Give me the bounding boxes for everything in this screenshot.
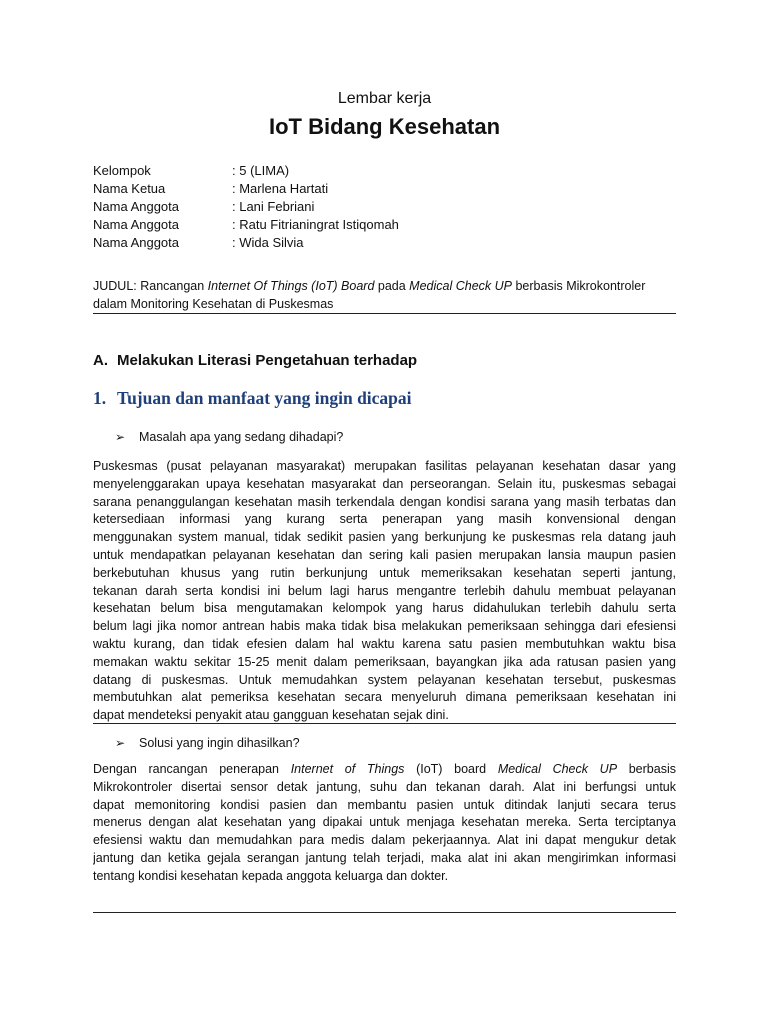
judul-text: pada	[374, 279, 410, 293]
member-row	[93, 198, 676, 216]
question-text: Solusi yang ingin dihasilkan?	[139, 736, 300, 750]
paragraph-line: untuk mendapatkan pelayanan kesehatan dan sering kali pasien merupakan lansia maupun pasien	[93, 547, 676, 562]
answer-paragraph	[93, 761, 676, 886]
paragraph-line: Mikrokontroler disertai sensor detak jantung, suhu dan tekanan darah. Alat ini berfungsi untuk	[93, 779, 676, 794]
paragraph-line: dapat memonitoring kondisi pasien dan membantu pasien untuk ditindak lanjuti secara terus	[93, 797, 676, 812]
judul-text: JUDUL: Rancangan	[93, 279, 208, 293]
answer-text: Dengan rancangan penerapan	[93, 762, 291, 776]
member-list	[93, 162, 676, 252]
paragraph-line: memakan waktu sekitar 15-25 menit dalam pemeriksaan, bayangkan jika ada ratusan pasien yang	[93, 654, 676, 669]
section-letter: A.	[93, 352, 108, 369]
answer-text: berbasis	[617, 762, 676, 776]
paragraph-line: waktu kurang, dan tidak efesien dalam hal waktu karena satu pasien membutuhkan waktu bisa	[93, 636, 676, 651]
member-label: Kelompok	[93, 163, 151, 178]
answer-text: (IoT) board	[404, 762, 498, 776]
member-label: Nama Anggota	[93, 217, 180, 232]
arrow-bullet-icon: ➢	[115, 430, 126, 444]
paragraph-line: tentang kondisi kesehatan kepada anggota keluarga dan dokter.	[93, 868, 449, 883]
worksheet-title: IoT Bidang Kesehatan	[268, 114, 501, 139]
judul-line: dalam Monitoring Kesehatan di Puskesmas	[93, 296, 334, 311]
member-value: : Lani Febriani	[232, 199, 315, 214]
paragraph-line: belum lagi jika nomor antrean habis maka tidak bisa melakukan pemeriksaan sehingga dari efesiensi	[93, 619, 676, 634]
question-bullet	[115, 430, 343, 444]
paragraph-line	[93, 761, 676, 779]
member-value: : Ratu Fitrianingrat Istiqomah	[232, 217, 399, 232]
judul-line	[93, 278, 676, 296]
paragraph-line: jantung dan ketika gejala serangan jantung telah terjadi, maka alat ini akan mengirimkan informasi	[93, 850, 676, 865]
member-row	[93, 234, 676, 252]
paragraph-line: efesiensi waktu dan memudahkan para medis dalam pekerjaannya. Alat ini dapat mengukur detak	[93, 833, 676, 848]
section-text: Tujuan dan manfaat yang ingin dicapai	[117, 388, 412, 408]
paragraph-line: datang di puskesmas. Untuk memudahkan system pelayanan kesehatan tersebut, puskesmas	[93, 672, 676, 687]
worksheet-subtitle: Lembar kerja	[337, 90, 432, 107]
answer-italic: Internet of Things	[290, 762, 405, 776]
paragraph-line: membutuhkan alat pemeriksa kesehatan secara menyeluruh dimana pemeriksaan kesehatan ini	[93, 690, 676, 705]
divider	[93, 723, 676, 724]
judul-text: berbasis Mikrokontroler	[512, 279, 646, 293]
member-value: : 5 (LIMA)	[232, 163, 290, 178]
member-value: : Wida Silvia	[232, 235, 304, 250]
member-row	[93, 162, 676, 180]
paragraph-line: sarana penanggulangan kesehatan masih terkendala dengan kondisi sarana yang masih terbatas dan	[93, 494, 676, 509]
paragraph-line: ketersediaan informasi yang kurang serta penerapan yang masih konvensional dengan	[93, 512, 676, 527]
section-a-heading	[93, 352, 417, 369]
paragraph-line: kesehatan belum bisa mengutamakan kelompok yang harus didahulukan terlebih dahulu serta	[93, 601, 676, 616]
paragraph-line: Puskesmas (pusat pelayanan masyarakat) merupakan fasilitas pelayanan kesehatan dasar yang	[93, 459, 676, 473]
paragraph-line: menggunakan system manual, tidak sedikit pasien yang berkunjung ke puskesmas rela datang jauh	[93, 530, 676, 545]
member-value: : Marlena Hartati	[232, 181, 329, 196]
section-text: Melakukan Literasi Pengetahuan terhadap	[117, 352, 418, 369]
divider	[93, 313, 676, 314]
question-text: Masalah apa yang sedang dihadapi?	[139, 430, 344, 444]
paragraph-line: tekanan darah serta kondisi ini belum lagi harus mengantre terlebih dahulu membuat pelayanan	[93, 583, 676, 598]
member-label: Nama Ketua	[93, 181, 166, 196]
paragraph-line: berkebutuhan khusus yang rutin berkunjung untuk memeriksakan kesehatan seperti jantung,	[93, 565, 676, 580]
arrow-bullet-icon: ➢	[115, 736, 126, 750]
paragraph-line: menerus dengan alat kesehatan yang dipakai untuk menjaga kesehatan mereka. Serta terciptanya	[93, 815, 676, 830]
paragraph-line: dapat mendeteksi penyakit atau gangguan kesehatan sejak dini.	[93, 708, 449, 723]
answer-italic: Medical Check UP	[497, 762, 618, 776]
member-label: Nama Anggota	[93, 199, 180, 214]
member-row	[93, 216, 676, 234]
member-label: Nama Anggota	[93, 235, 180, 250]
divider	[93, 912, 676, 913]
judul-block	[93, 278, 676, 313]
section-1-heading	[93, 388, 412, 409]
paragraph-line: menyelenggarakan upaya kesehatan masyarakat dan perseorangan. Selain itu, puskesmas sebagai	[93, 476, 676, 491]
judul-italic: Medical Check UP	[409, 279, 512, 293]
judul-italic: Internet Of Things (IoT) Board	[207, 279, 375, 293]
question-bullet	[115, 736, 300, 750]
section-number: 1.	[93, 388, 107, 408]
member-row	[93, 180, 676, 198]
answer-paragraph	[93, 458, 676, 725]
